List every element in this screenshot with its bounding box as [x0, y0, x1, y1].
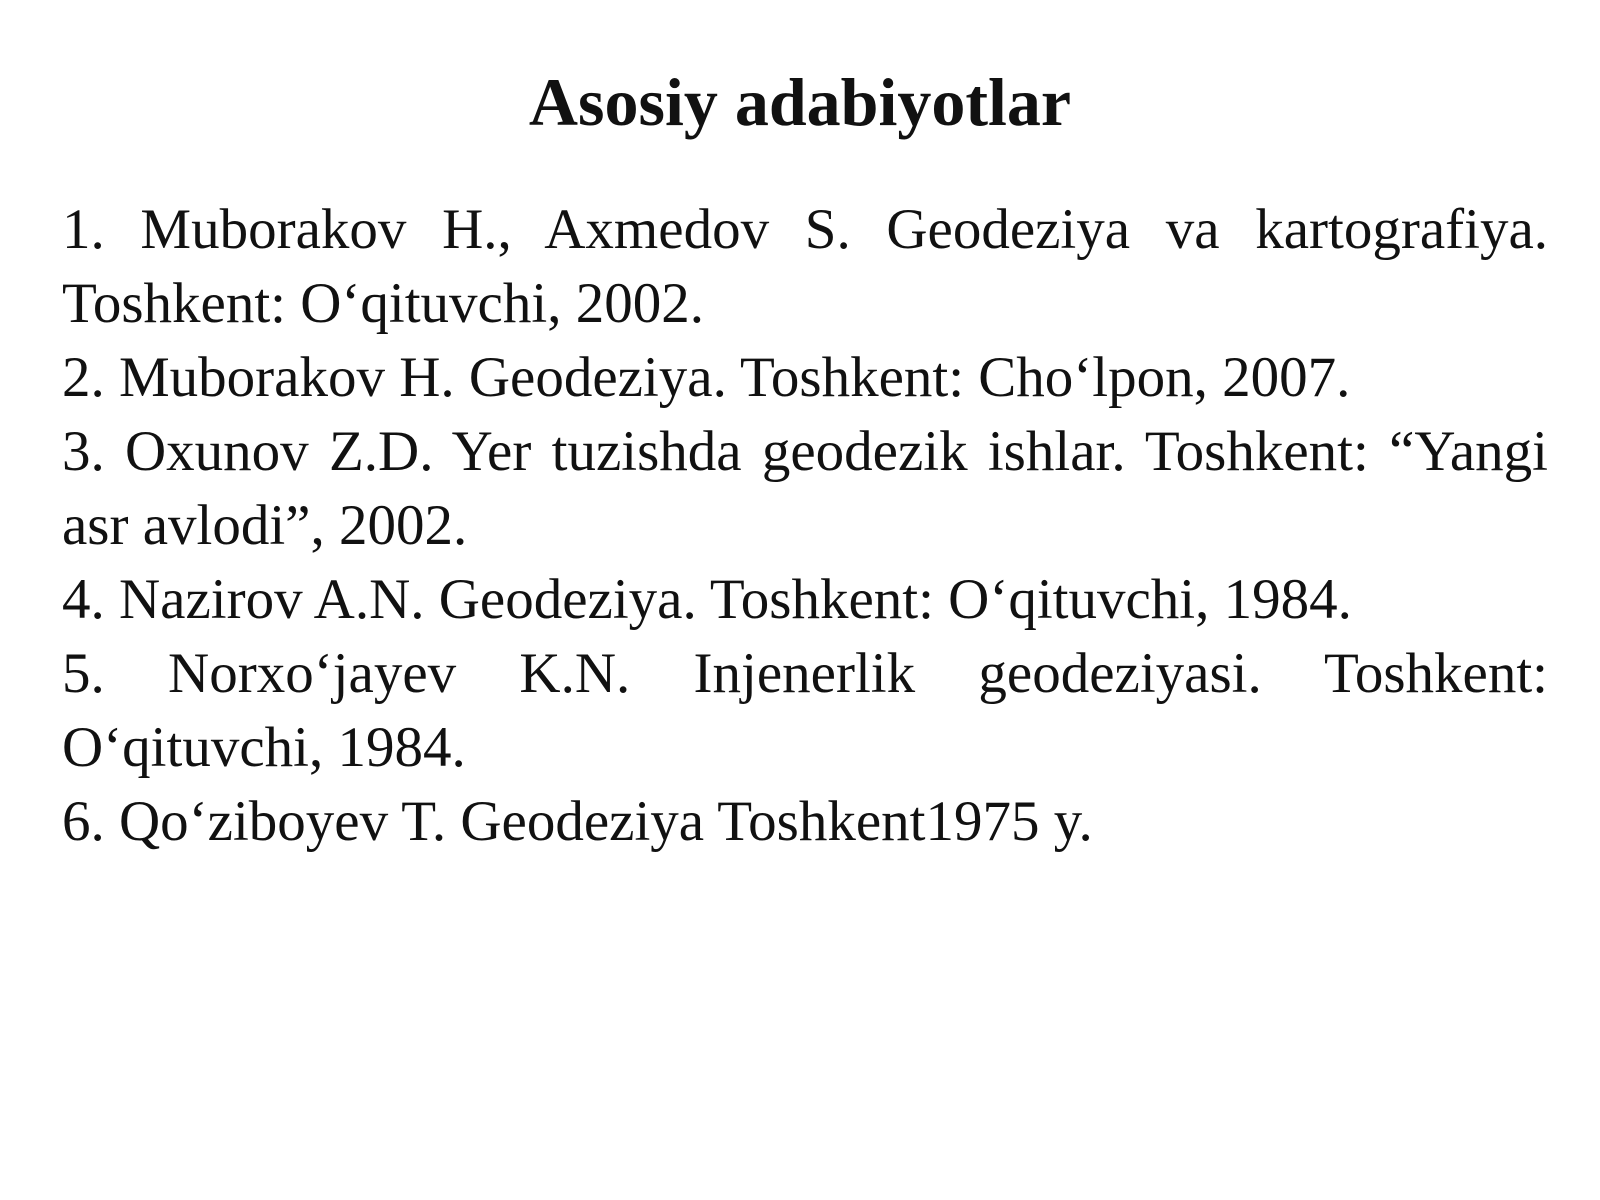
- reference-item-5: 5. Norxo‘jayev K.N. Injenerlik geodeziyasi. Toshkent: O‘qituvchi, 1984.: [62, 642, 1548, 779]
- reference-item-2: 2. Muborakov H. Geodeziya. Toshkent: Cho‘lpon, 2007.: [62, 346, 1351, 409]
- reference-list: [62, 193, 1548, 859]
- reference-item-1: 1. Muborakov H., Axmedov S. Geodeziya va kartografiya. Toshkent: O‘qituvchi, 2002.: [62, 198, 1548, 335]
- reference-item-3: 3. Oxunov Z.D. Yer tuzishda geodezik ishlar. Toshkent: “Yangi asr avlodi”, 2002.: [62, 420, 1548, 557]
- slide-title: Asosiy adabiyotlar: [528, 64, 1072, 140]
- reference-item-6: 6. Qo‘ziboyev T. Geodeziya Toshkent1975 y.: [62, 790, 1093, 853]
- reference-item-4: 4. Nazirov A.N. Geodeziya. Toshkent: O‘qituvchi, 1984.: [62, 568, 1352, 631]
